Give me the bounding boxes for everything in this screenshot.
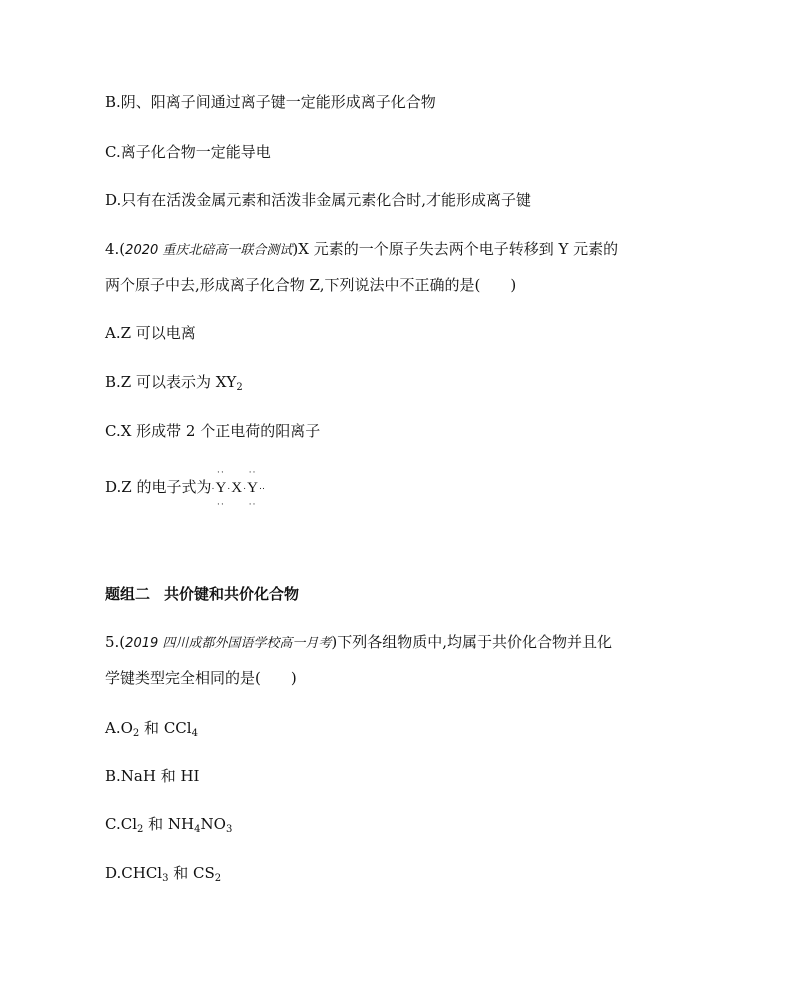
electron-formula-x: X <box>231 480 243 496</box>
q5-option-c: $C.Cl_2$ 和 $NH_4NO_3$ <box>105 815 233 835</box>
q4-source: 2020 重庆北碚高一联合测试 <box>125 243 293 258</box>
q4-option-b-subscript: 2 <box>236 382 243 393</box>
q5-stem-line1 <box>105 632 612 654</box>
q5-text1: )下列各组物质中,均属于共价化合物并且化 <box>331 633 613 651</box>
q4-option-c: C.X 形成带 2 个正电荷的阳离子 <box>105 422 321 440</box>
q4-stem-line2: 两个原子中去,形成离子化合物 Z,下列说法中不正确的是( ) <box>105 276 517 294</box>
section-label: 题组二 <box>105 585 151 603</box>
q5-option-a: $A.O_2$ 和 CCl$_4$ <box>105 719 198 739</box>
electron-dot: · <box>211 483 215 494</box>
q4-option-a: A.Z 可以电离 <box>105 324 196 342</box>
q3-option-c: C.离子化合物一定能导电 <box>105 143 271 161</box>
q4-text1: )X 元素的一个原子失去两个电子转移到 Y 元素的 <box>292 240 619 258</box>
q4-option-b <box>105 372 243 392</box>
q5-stem-line2: 学键类型完全相同的是( ) <box>105 669 297 687</box>
q5-option-b: B.NaH 和 HI <box>105 767 200 785</box>
section-title: 共价键和共价化合物 <box>164 585 300 603</box>
q4-option-d <box>105 467 265 509</box>
q3-option-d: D.只有在活泼金属元素和活泼非金属元素化合时,才能形成离子键 <box>105 191 532 209</box>
electron-dot: ·· <box>258 483 265 494</box>
q5-option-d: D.CHCl$_3$ 和 $CS_2$ <box>105 864 222 884</box>
electron-formula <box>211 467 265 509</box>
section-heading <box>105 584 299 604</box>
q4-option-b-text: B.Z 可以表示为 XY <box>105 373 237 391</box>
q4-stem-line1 <box>105 239 618 261</box>
electron-formula-y1: ·· Y ·· <box>215 467 227 509</box>
electron-dot: · <box>227 483 231 494</box>
q4-number: 4.( <box>105 240 126 258</box>
electron-formula-y2: ·· Y ·· <box>247 467 258 509</box>
q3-option-b: B.阴、阳离子间通过离子键一定能形成离子化合物 <box>105 93 436 111</box>
q4-option-d-text: D.Z 的电子式为 <box>105 478 212 496</box>
q5-number: 5.( <box>105 633 126 651</box>
q5-source: 2019 四川成都外国语学校高一月考 <box>125 636 332 651</box>
electron-dot: · <box>243 483 247 494</box>
